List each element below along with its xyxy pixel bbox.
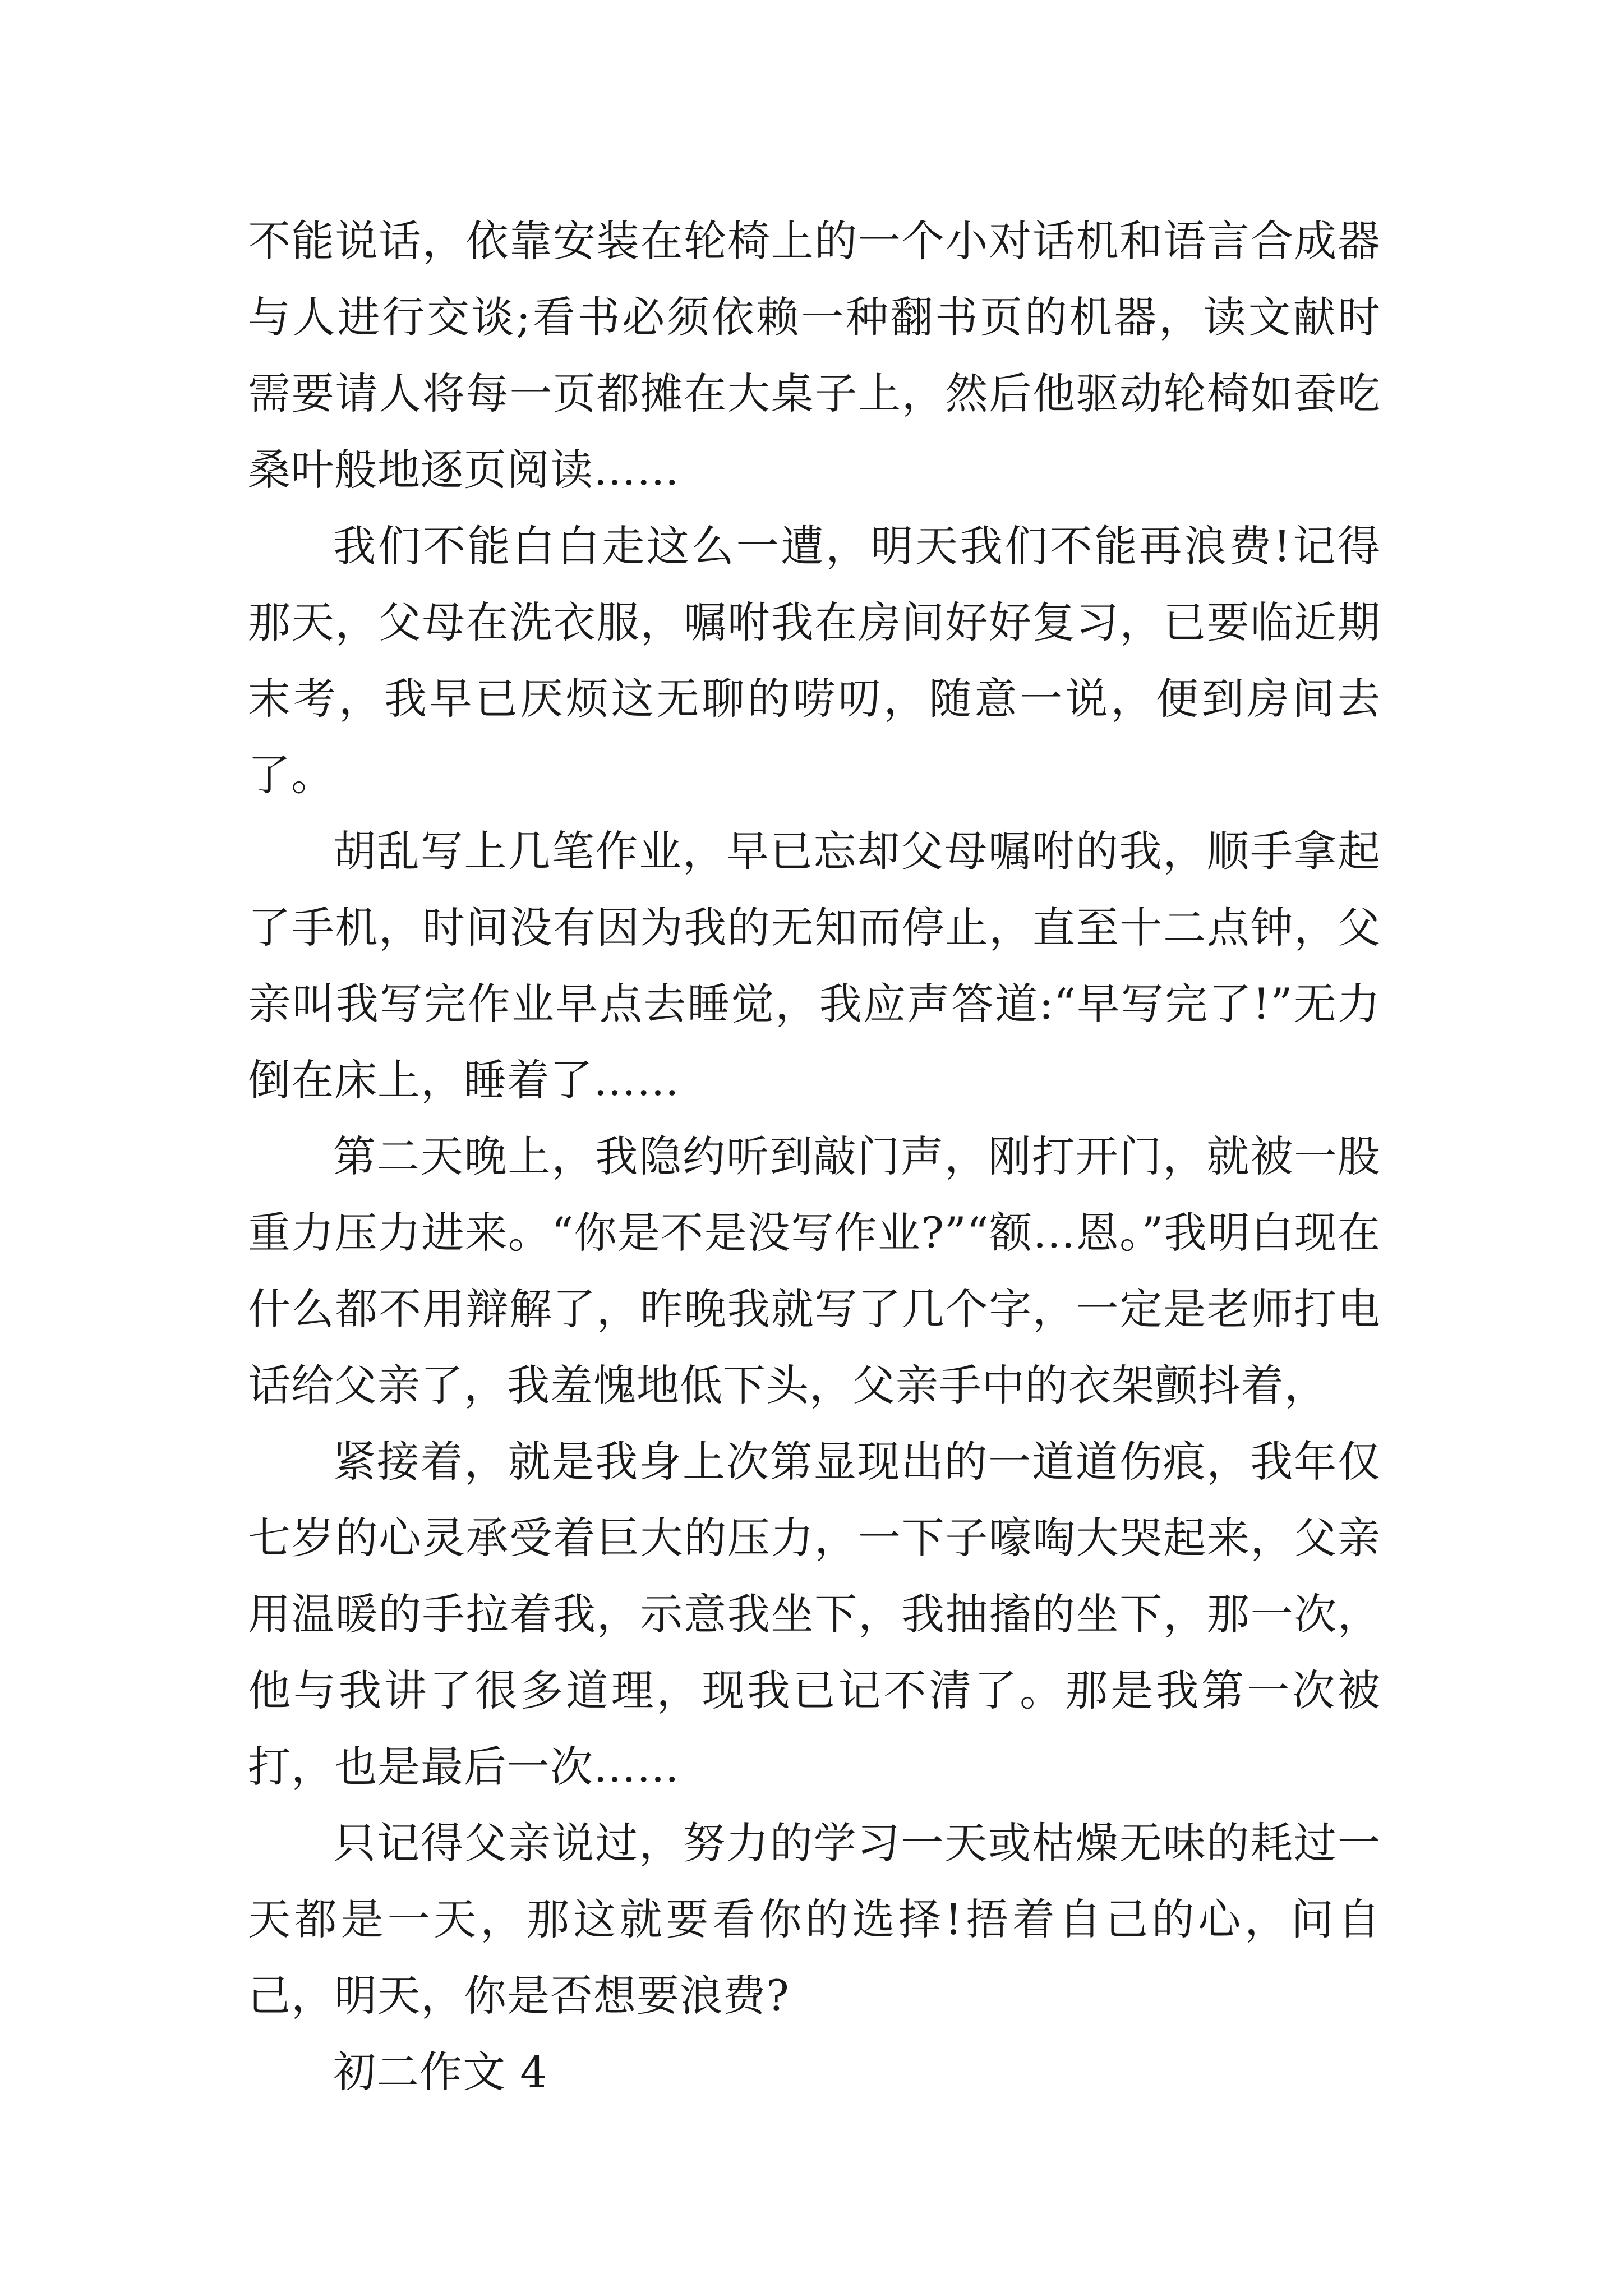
paragraph-1: 不能说话，依靠安装在轮椅上的一个小对话机和语言合成器与人进行交谈;看书必须依赖一种翻书页的机器，读文献时需要请人将每一页都摊在大桌子上，然后他驱动轮椅如蚕吃桑叶般地逐页阅读……: [248, 216, 1381, 495]
document-body: [248, 203, 1381, 2110]
paragraph-2: 我们不能白白走这么一遭，明天我们不能再浪费!记得那天，父母在洗衣服，嘱咐我在房间好好复习，已要临近期末考，我早已厌烦这无聊的唠叨，随意一说，便到房间去了。: [248, 521, 1381, 800]
paragraph-3: 胡乱写上几笔作业，早已忘却父母嘱咐的我，顺手拿起了手机，时间没有因为我的无知而停止，直至十二点钟，父亲叫我写完作业早点去睡觉，我应声答道:“早写完了!”无力倒在床上，睡着了……: [248, 826, 1381, 1105]
section-heading: 初二作文 4: [333, 2047, 548, 2097]
paragraph-4: 第二天晚上，我隐约听到敲门声，刚打开门，就被一股重力压力进来。“你是不是没写作业?”“额…恩。”我明白现在什么都不用辩解了，昨晚我就写了几个字，一定是老师打电话给父亲了，我羞愧地低下头，父亲手中的衣架颤抖着，: [248, 1131, 1381, 1410]
paragraph-6: 只记得父亲说过，努力的学习一天或枯燥无味的耗过一天都是一天，那这就要看你的选择!捂着自己的心，问自己，明天，你是否想要浪费?: [248, 1818, 1381, 2021]
paragraph-5: 紧接着，就是我身上次第显现出的一道道伤痕，我年仅七岁的心灵承受着巨大的压力，一下子嚎啕大哭起来，父亲用温暖的手拉着我，示意我坐下，我抽搐的坐下，那一次，他与我讲了很多道理，现我已记不清了。那是我第一次被打，也是最后一次……: [248, 1437, 1381, 1792]
